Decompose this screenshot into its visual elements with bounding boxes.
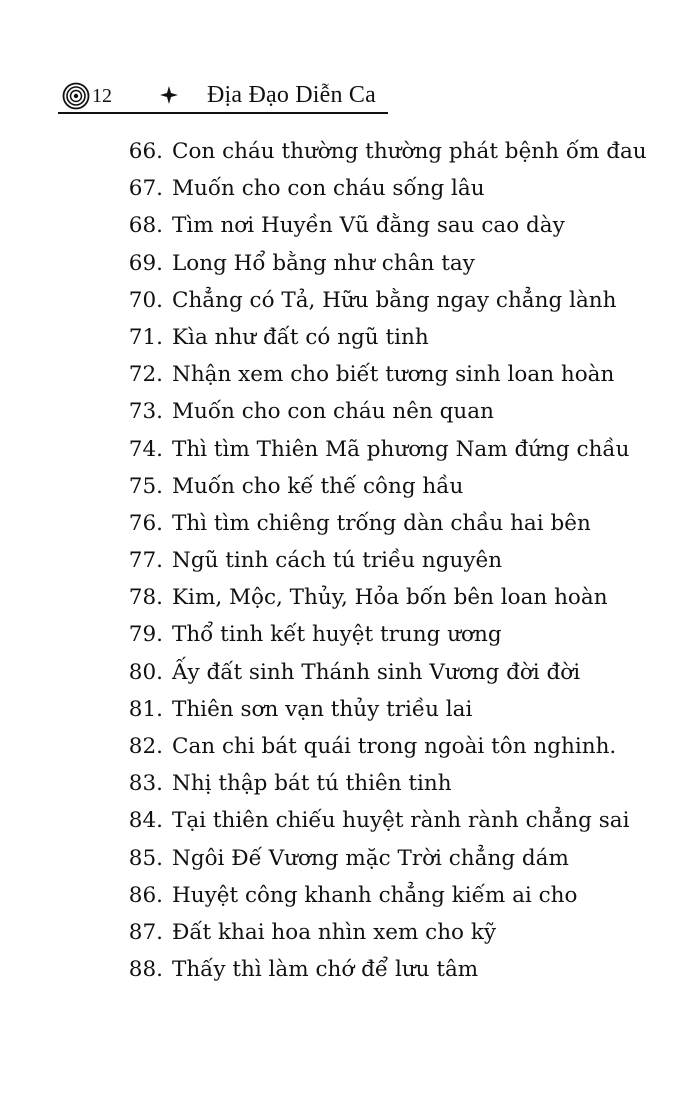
verse-number: 85. (128, 845, 163, 871)
verse-number: 80. (128, 659, 163, 685)
verse-number: 79. (128, 622, 163, 648)
verse-text: Thấy thì làm chớ để lưu tâm (172, 957, 479, 983)
book-title: Địa Đạo Diễn Ca (207, 82, 376, 108)
verse-text: Chẳng có Tả, Hữu bằng ngay chẳng lành (172, 287, 617, 313)
verse-line (0, 431, 647, 468)
verse-line (0, 356, 647, 393)
verse-number: 70. (128, 287, 163, 313)
verse-text: Tại thiên chiếu huyệt rành rành chẳng sai (172, 808, 630, 834)
verse-line (0, 765, 647, 802)
verse-number: 72. (128, 362, 163, 388)
verse-text: Con cháu thường thường phát bệnh ốm đau (172, 139, 647, 164)
verse-line (0, 654, 647, 691)
page-header (62, 80, 392, 112)
verse-line (0, 282, 647, 319)
verse-line (0, 840, 647, 877)
verse-number: 86. (128, 882, 163, 908)
verse-line (0, 691, 647, 728)
verse-line (0, 170, 647, 207)
verse-line (0, 542, 647, 579)
verse-text: Thì tìm Thiên Mã phương Nam đứng chầu (172, 436, 630, 462)
verse-line (0, 207, 647, 244)
header-rule (58, 112, 388, 114)
verse-line (0, 802, 647, 839)
verse-line (0, 133, 647, 170)
verse-line (0, 468, 647, 505)
verse-text: Muốn cho con cháu sống lâu (172, 176, 485, 202)
verse-line (0, 579, 647, 616)
verse-line (0, 616, 647, 653)
verse-text: Tìm nơi Huyền Vũ đằng sau cao dày (172, 213, 565, 239)
verse-line (0, 877, 647, 914)
verse-number: 68. (128, 213, 163, 239)
verse-text: Ấy đất sinh Thánh sinh Vương đời đời (172, 659, 581, 685)
verse-number: 73. (128, 399, 163, 425)
verse-text: Thiên sơn vạn thủy triều lai (172, 696, 473, 722)
verse-number: 87. (128, 919, 163, 945)
verse-number: 67. (128, 176, 163, 202)
verse-text: Kim, Mộc, Thủy, Hỏa bốn bên loan hoàn (172, 585, 608, 611)
verse-text: Long Hổ bằng như chân tay (172, 250, 475, 276)
verse-number: 66. (128, 139, 163, 164)
page-number: 12 (92, 85, 112, 107)
verse-text: Nhận xem cho biết tương sinh loan hoàn (172, 362, 615, 388)
verse-line (0, 319, 647, 356)
verse-number: 78. (128, 585, 163, 611)
verse-text: Ngôi Đế Vương mặc Trời chẳng dám (172, 845, 569, 871)
verse-number: 83. (128, 771, 163, 797)
verse-number: 69. (128, 250, 163, 276)
verse-number: 82. (128, 734, 163, 759)
verse-line (0, 393, 647, 430)
verse-number: 88. (128, 957, 163, 983)
verse-number: 77. (128, 548, 163, 574)
verse-line (0, 914, 647, 951)
verse-number: 75. (128, 473, 163, 499)
verse-number: 81. (128, 696, 163, 722)
verse-line (0, 951, 647, 988)
verse-text: Ngũ tinh cách tú triều nguyên (172, 548, 503, 574)
verse-text: Huyệt công khanh chẳng kiếm ai cho (172, 882, 578, 908)
verse-text: Kìa như đất có ngũ tinh (172, 324, 429, 350)
spiral-icon (62, 82, 90, 110)
verse-text: Thì tìm chiêng trống dàn chầu hai bên (172, 510, 591, 536)
verse-number: 71. (128, 324, 163, 350)
verse-text: Muốn cho con cháu nên quan (172, 399, 494, 425)
verse-line (0, 728, 647, 765)
verse-text: Đất khai hoa nhìn xem cho kỹ (172, 919, 497, 945)
verse-line (0, 245, 647, 282)
verse-text: Muốn cho kế thế công hầu (172, 473, 464, 499)
verse-number: 76. (128, 510, 163, 536)
verse-text: Nhị thập bát tú thiên tinh (172, 771, 452, 797)
verse-number: 84. (128, 808, 163, 834)
verse-text: Thổ tinh kết huyệt trung ương (172, 622, 502, 648)
four-point-star-icon (160, 86, 178, 104)
verse-line (0, 505, 647, 542)
verse-list (0, 133, 647, 988)
verse-number: 74. (128, 436, 163, 462)
verse-text: Can chi bát quái trong ngoài tôn nghinh. (172, 734, 617, 759)
